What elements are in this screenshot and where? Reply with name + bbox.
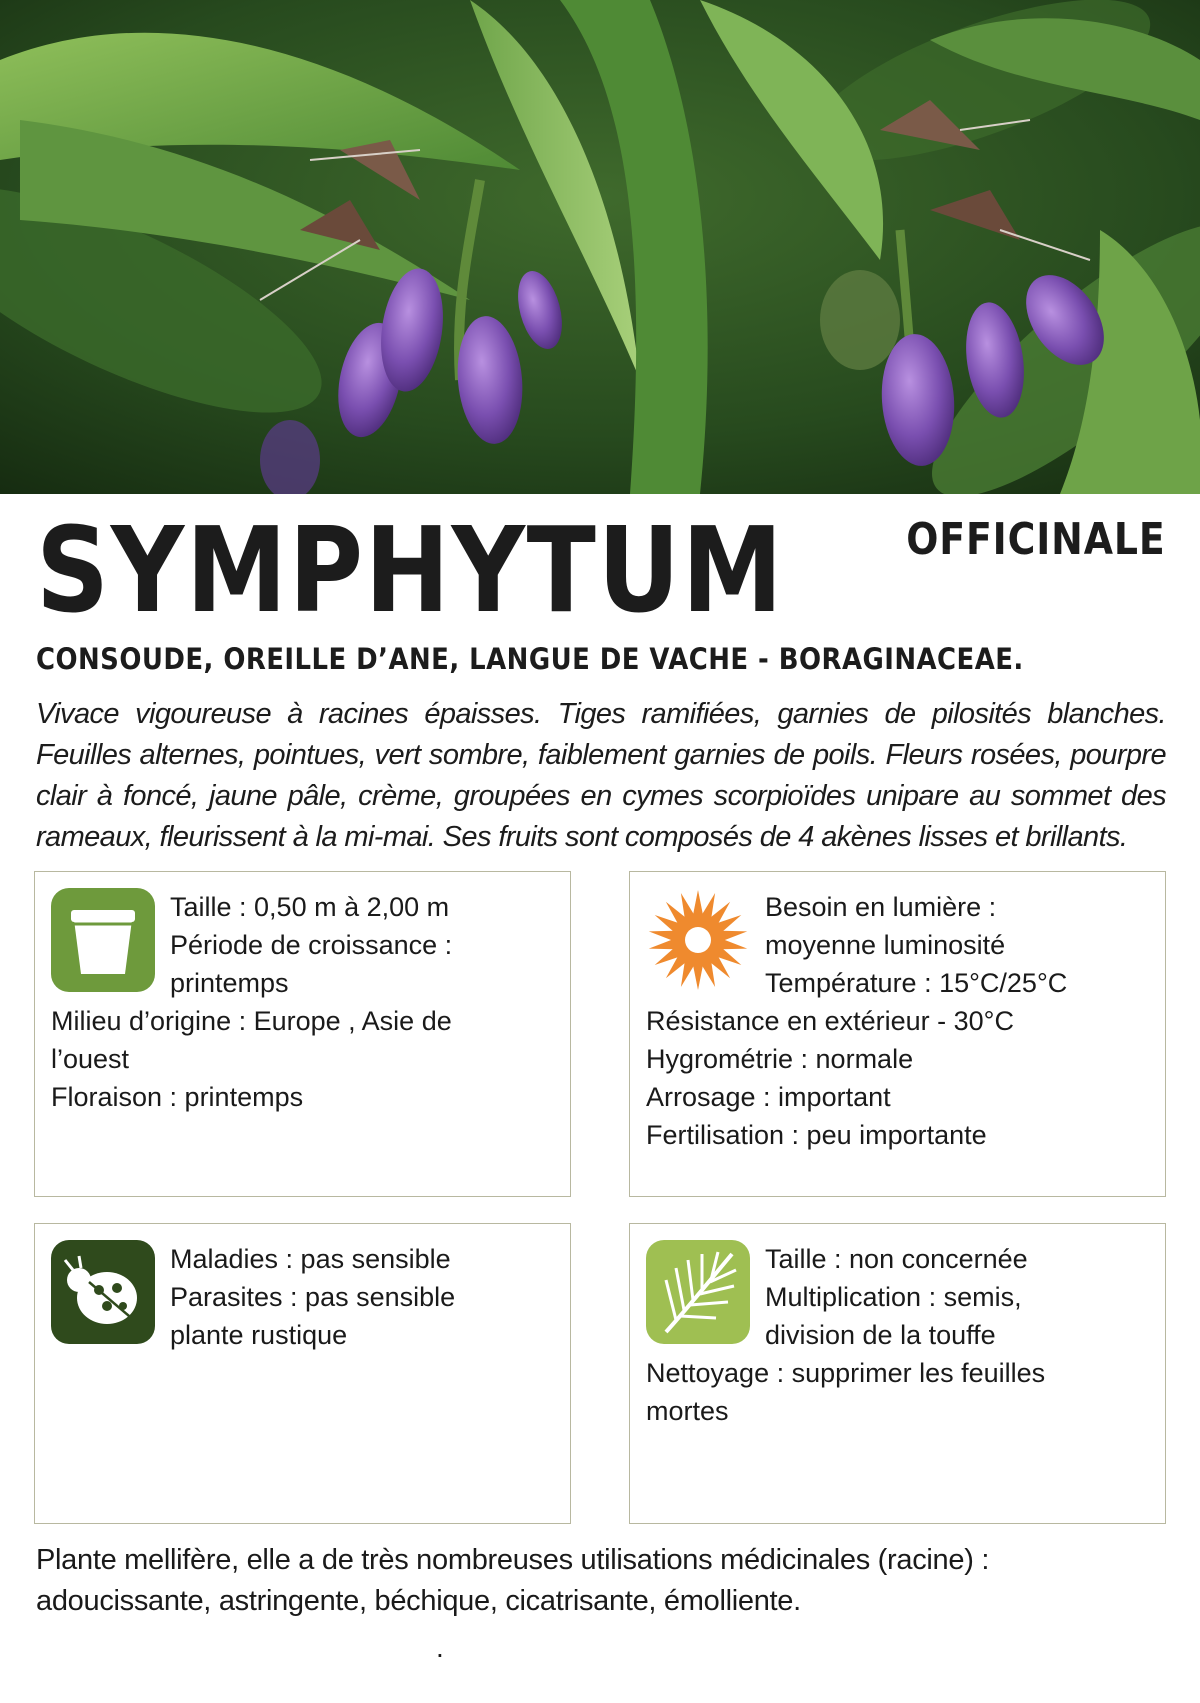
cleaning-line-cont: mortes <box>646 1396 729 1426</box>
plant-description: Vivace vigoureuse à racines épaisses. Tiges ramifiées, garnies de pilosités blanches. Feuilles alternes, pointues, vert sombre, faiblement garnies de poils. Fleurs rosées, pourpre clair à foncé, jaune pâle, crème, groupées en cymes scorpioïdes unipare au sommet des rameaux, fleurissent à la mi-mai. Ses fruits sont composés de 4 akènes lisses et brillants. <box>36 698 1166 853</box>
hygrometry-line: Hygrométrie : normale <box>646 1044 914 1074</box>
growth-period-label: Période de croissance : <box>170 930 453 960</box>
origin-line: Milieu d’origine : Europe , Asie de <box>51 1006 452 1036</box>
watering-line: Arrosage : important <box>646 1082 891 1112</box>
plant-title <box>36 501 1166 639</box>
outdoor-resistance-line: Résistance en extérieur - 30°C <box>646 1006 1014 1036</box>
temperature-line: Température : 15°C/25°C <box>765 968 1068 998</box>
pruning-line: Taille : non concernée <box>765 1244 1028 1274</box>
size-line: Taille : 0,50 m à 2,00 m <box>170 892 450 922</box>
comfrey-flowers-illustration <box>0 0 1200 494</box>
hardiness-line: plante rustique <box>170 1320 348 1350</box>
common-names: CONSOUDE, OREILLE D’ANE, LANGUE DE VACHE - BORAGINACEAE. <box>36 642 1024 676</box>
flowering-line: Floraison : printemps <box>51 1082 304 1112</box>
uses-note: Plante mellifère, elle a de très nombreuses utilisations médicinales (racine) : adoucissante, astringente, béchique, cicatrisante, émolliente. <box>36 1544 990 1617</box>
card-light-info <box>629 871 1166 1197</box>
cleaning-line: Nettoyage : supprimer les feuilles <box>646 1358 1046 1388</box>
parasites-line: Parasites : pas sensible <box>170 1282 456 1312</box>
care-info-lines <box>646 1240 1153 1430</box>
origin-line-cont: l’ouest <box>51 1044 130 1074</box>
general-info-lines <box>51 888 558 1116</box>
light-need-value: moyenne luminosité <box>765 930 1006 960</box>
diseases-line: Maladies : pas sensible <box>170 1244 451 1274</box>
plant-photo <box>0 0 1200 494</box>
card-general-info <box>34 871 571 1197</box>
genus-name: SYMPHYTUM <box>36 501 785 639</box>
card-health-info <box>34 1223 571 1524</box>
health-info-lines <box>51 1240 558 1354</box>
species-name: OFFICINALE <box>906 514 1166 565</box>
footer-dot: . <box>436 1632 444 1663</box>
card-care-info <box>629 1223 1166 1524</box>
light-need-label: Besoin en lumière : <box>765 892 997 922</box>
fertilization-line: Fertilisation : peu importante <box>646 1120 987 1150</box>
propagation-line: Multiplication : semis, <box>765 1282 1022 1312</box>
light-info-lines <box>646 888 1153 1154</box>
propagation-line-cont: division de la touffe <box>765 1320 996 1350</box>
growth-period-value: printemps <box>170 968 289 998</box>
